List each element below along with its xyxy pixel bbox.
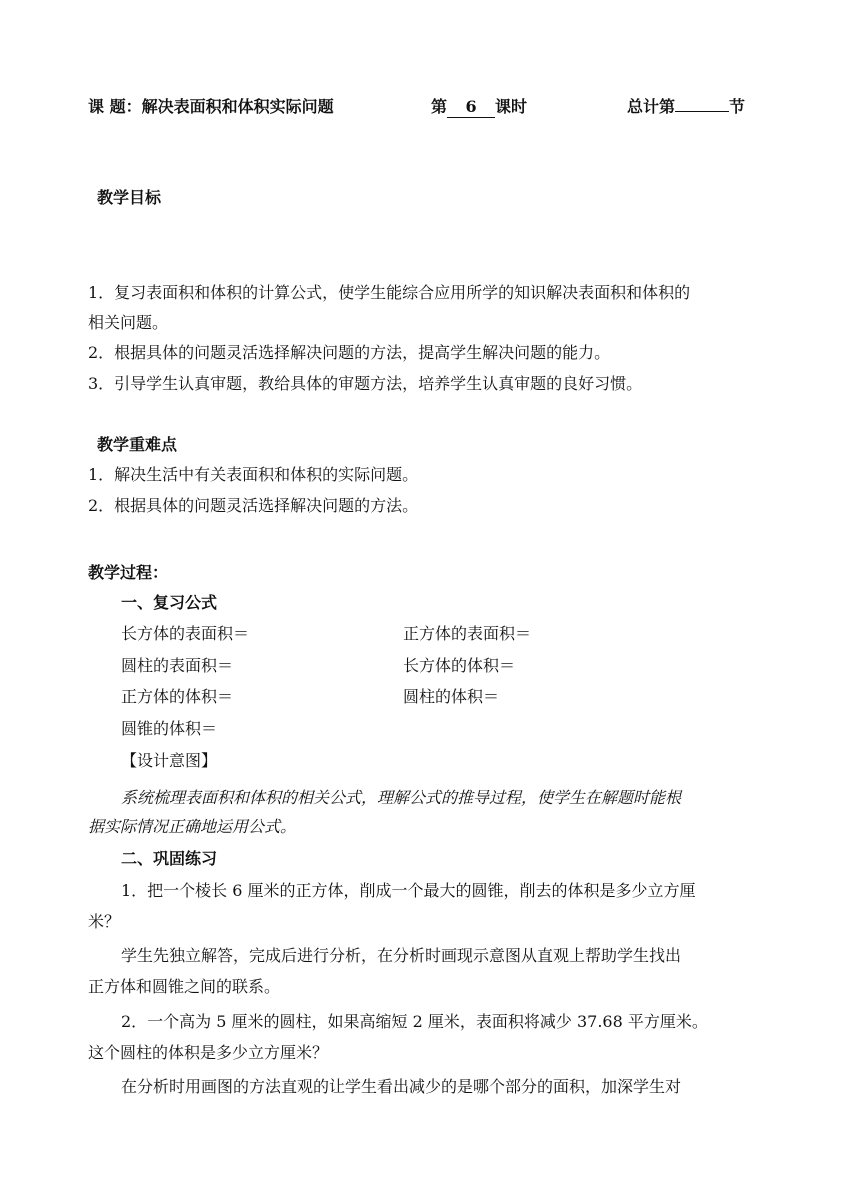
lesson-number: 6 [447,97,495,118]
topic-title: 解决表面积和体积实际问题 [141,97,334,116]
topic-label: 课 题： [88,97,142,116]
process-heading: 教学过程： [88,563,169,582]
objectives-heading: 教学目标 [97,188,162,207]
formula-right: 长方体的体积＝ [403,656,516,675]
design-intent-text: 系统梳理表面积和体积的相关公式，理解公式的推导过程，使学生在解题时能根 [121,788,682,807]
exercise-line: 这个圆柱的体积是多少立方厘米？ [88,1043,329,1062]
key-points-heading: 教学重难点 [97,435,178,454]
total-value [675,111,729,112]
lesson-suffix: 课时 [495,97,528,116]
exercise-line: 学生先独立解答，完成后进行分析，在分析时画现示意图从直观上帮助学生找出 [121,946,682,965]
key-point-line: 1．解决生活中有关表面积和体积的实际问题。 [88,465,419,484]
formula-left: 圆锥的体积＝ [121,719,218,738]
formula-left: 长方体的表面积＝ [121,624,250,643]
design-intent-label: 【设计意图】 [121,751,218,770]
formula-left: 圆柱的表面积＝ [121,656,234,675]
formula-left: 正方体的体积＝ [121,687,234,706]
lesson-number-field [431,96,527,118]
objective-line: 2．根据具体的问题灵活选择解决问题的方法，提高学生解决问题的能力。 [88,343,611,362]
exercise-line: 2．一个高为 5 厘米的圆柱，如果高缩短 2 厘米，表面积将减少 37.68 平方厘米。 [121,1012,708,1031]
lesson-prefix: 第 [431,97,448,116]
exercise-line: 在分析时用画图的方法直观的让学生看出减少的是哪个部分的面积，加深学生对 [121,1077,682,1096]
total-count-field [627,96,745,118]
objective-line: 3．引导学生认真审题，教给具体的审题方法，培养学生认真审题的良好习惯。 [88,374,643,393]
topic-header [88,96,334,118]
exercise-line: 正方体和圆锥之间的联系。 [88,977,281,996]
total-prefix: 总计第 [627,97,676,116]
objective-line: 相关问题。 [88,313,169,332]
design-intent-text: 据实际情况正确地运用公式。 [88,817,297,836]
formula-right: 圆柱的体积＝ [403,687,500,706]
formula-right: 正方体的表面积＝ [403,624,532,643]
exercise-line: 米？ [88,912,121,931]
key-point-line: 2．根据具体的问题灵活选择解决问题的方法。 [88,496,419,515]
total-suffix: 节 [729,97,746,116]
objective-line: 1．复习表面积和体积的计算公式，使学生能综合应用所学的知识解决表面积和体积的 [88,283,691,302]
section2-title: 二、巩固练习 [121,849,218,868]
section1-title: 一、复习公式 [121,593,218,612]
exercise-line: 1．把一个棱长 6 厘米的正方体，削成一个最大的圆锥，削去的体积是多少立方厘 [121,881,696,900]
